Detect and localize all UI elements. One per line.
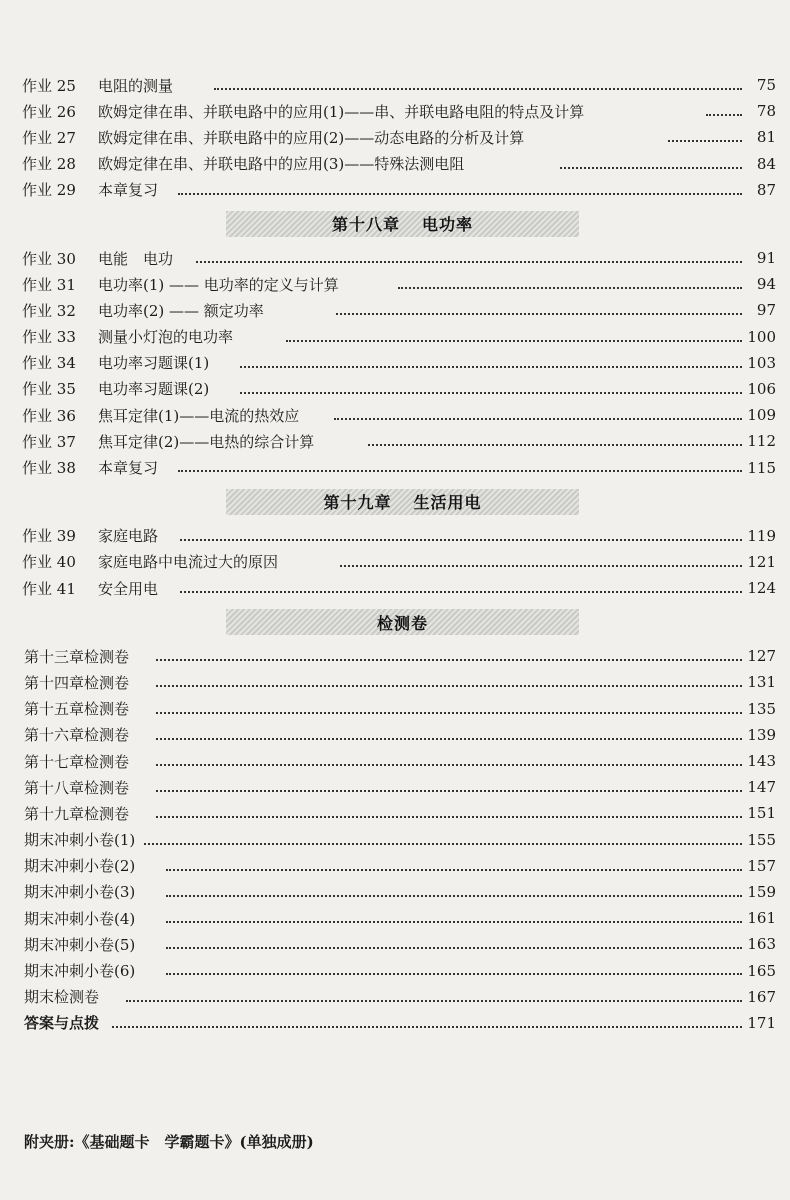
page-number: 109	[747, 406, 776, 425]
entry-title: 期末冲刺小卷(1)	[24, 831, 136, 850]
page-number: 97	[756, 301, 776, 320]
section-homework-25-29	[0, 72, 790, 203]
toc-row[interactable]	[0, 643, 790, 669]
page-number: 157	[747, 856, 776, 875]
entry-title: 第十九章检测卷	[24, 804, 130, 823]
leader-dots	[166, 920, 742, 923]
page-number: 84	[756, 154, 776, 173]
leader-dots	[156, 684, 742, 687]
exams-header	[0, 601, 790, 643]
page-number: 165	[747, 961, 776, 980]
toc-row[interactable]	[0, 297, 790, 323]
homework-label: 作业 34	[22, 354, 76, 373]
entry-title: 电功率习题课(1)	[98, 354, 210, 373]
entry-title: 第十五章检测卷	[24, 700, 130, 719]
entry-title: 第十四章检测卷	[24, 673, 130, 692]
chapter-name: 电功率	[422, 215, 474, 235]
homework-label: 作业 35	[22, 380, 76, 399]
section-homework-39-41	[0, 523, 790, 602]
leader-dots	[340, 564, 742, 567]
toc-row[interactable]	[0, 151, 790, 177]
entry-title: 欧姆定律在串、并联电路中的应用(2)——动态电路的分析及计算	[98, 128, 525, 147]
leader-dots	[156, 815, 742, 818]
appendix-note: 附夹册:《基础题卡 学霸题卡》(单独成册)	[24, 1133, 314, 1151]
entry-title: 电功率(1) —— 电功率的定义与计算	[98, 275, 339, 294]
page-number: 121	[747, 552, 776, 571]
page-number: 147	[747, 778, 776, 797]
page-number: 163	[747, 935, 776, 954]
entry-title: 期末冲刺小卷(2)	[24, 857, 136, 876]
leader-dots	[180, 590, 742, 593]
toc-row[interactable]	[0, 124, 790, 150]
homework-label: 作业 40	[22, 553, 76, 572]
section-homework-30-38	[0, 245, 790, 481]
page-number: 127	[747, 647, 776, 666]
leader-dots	[180, 538, 742, 541]
toc-row[interactable]	[0, 800, 790, 826]
homework-label: 作业 31	[22, 275, 76, 294]
page-number: 151	[747, 804, 776, 823]
entry-title: 安全用电	[98, 579, 159, 598]
page-number: 103	[747, 353, 776, 372]
page-number: 81	[756, 128, 776, 147]
toc-row[interactable]	[0, 402, 790, 428]
toc-row[interactable]	[0, 523, 790, 549]
entry-title: 第十八章检测卷	[24, 778, 130, 797]
page-number: 87	[756, 180, 776, 199]
entry-title: 测量小灯泡的电功率	[98, 328, 234, 347]
toc-row[interactable]	[0, 271, 790, 297]
chapter-number: 第十九章	[323, 493, 392, 513]
entry-title: 本章复习	[98, 181, 159, 200]
entry-title: 电功率(2) —— 额定功率	[98, 301, 264, 320]
leader-dots	[368, 443, 742, 446]
leader-dots	[668, 139, 742, 142]
toc-row[interactable]	[0, 350, 790, 376]
page-number: 91	[756, 249, 776, 268]
leader-dots	[336, 312, 742, 315]
homework-label: 作业 38	[22, 459, 76, 478]
page-number: 94	[756, 275, 776, 294]
toc-row[interactable]	[0, 696, 790, 722]
page-number: 159	[747, 882, 776, 901]
toc-row-answers[interactable]	[0, 1010, 790, 1036]
homework-label: 作业 26	[22, 102, 76, 121]
page-number: 135	[747, 699, 776, 718]
toc-row[interactable]	[0, 428, 790, 454]
chapter-number: 第十八章	[331, 215, 400, 235]
homework-label: 作业 32	[22, 301, 76, 320]
toc-row[interactable]	[0, 669, 790, 695]
entry-title: 欧姆定律在串、并联电路中的应用(3)——特殊法测电阻	[98, 155, 465, 174]
entry-title: 焦耳定律(1)——电流的热效应	[98, 406, 300, 425]
toc-row[interactable]	[0, 853, 790, 879]
entry-title: 焦耳定律(2)——电热的综合计算	[98, 432, 315, 451]
entry-title: 电阻的测量	[98, 76, 174, 95]
chapter-band	[226, 211, 579, 237]
toc-row[interactable]	[0, 827, 790, 853]
page-number: 167	[747, 987, 776, 1006]
toc-row[interactable]	[0, 72, 790, 98]
page-number: 100	[747, 327, 776, 346]
homework-label: 作业 36	[22, 406, 76, 425]
entry-title: 本章复习	[98, 459, 159, 478]
page-number: 112	[747, 432, 776, 451]
homework-label: 作业 39	[22, 527, 76, 546]
toc-row[interactable]	[0, 748, 790, 774]
page-number: 124	[747, 579, 776, 598]
toc-row[interactable]	[0, 575, 790, 601]
page-number: 143	[747, 752, 776, 771]
toc-row[interactable]	[0, 376, 790, 402]
page-number: 119	[747, 526, 776, 545]
leader-dots	[156, 737, 742, 740]
entry-title: 欧姆定律在串、并联电路中的应用(1)——串、并联电路电阻的特点及计算	[98, 102, 585, 121]
leader-dots	[196, 260, 742, 263]
leader-dots	[560, 166, 742, 169]
leader-dots	[240, 365, 742, 368]
leader-dots	[112, 1025, 742, 1028]
toc-row[interactable]	[0, 324, 790, 350]
leader-dots	[144, 842, 742, 845]
entry-title: 电功率习题课(2)	[98, 380, 210, 399]
toc-row[interactable]	[0, 549, 790, 575]
homework-label: 作业 29	[22, 181, 76, 200]
homework-label: 作业 28	[22, 155, 76, 174]
entry-title: 期末冲刺小卷(4)	[24, 909, 136, 928]
entry-title: 第十七章检测卷	[24, 752, 130, 771]
leader-dots	[286, 339, 742, 342]
leader-dots	[240, 391, 742, 394]
table-of-contents	[0, 72, 790, 1036]
entry-title: 第十三章检测卷	[24, 647, 130, 666]
page-number: 155	[747, 830, 776, 849]
toc-row[interactable]	[0, 454, 790, 480]
toc-row[interactable]	[0, 931, 790, 957]
toc-row[interactable]	[0, 98, 790, 124]
toc-row[interactable]	[0, 245, 790, 271]
entry-title: 电能 电功	[98, 249, 174, 268]
homework-label: 作业 25	[22, 76, 76, 95]
leader-dots	[706, 113, 742, 116]
leader-dots	[166, 868, 742, 871]
leader-dots	[156, 658, 742, 661]
leader-dots	[156, 763, 742, 766]
toc-row[interactable]	[0, 774, 790, 800]
toc-row[interactable]	[0, 905, 790, 931]
leader-dots	[156, 711, 742, 714]
leader-dots	[214, 87, 742, 90]
leader-dots	[178, 192, 742, 195]
homework-label: 作业 41	[22, 579, 76, 598]
entry-title: 第十六章检测卷	[24, 726, 130, 745]
entry-title: 家庭电路	[98, 527, 159, 546]
chapter-18-header	[0, 203, 790, 245]
page-number: 161	[747, 909, 776, 928]
entry-title: 期末冲刺小卷(3)	[24, 883, 136, 902]
answers-title: 答案与点拨	[24, 1014, 100, 1033]
entry-title: 期末冲刺小卷(5)	[24, 935, 136, 954]
leader-dots	[166, 894, 742, 897]
exams-band: 检测卷	[226, 609, 579, 635]
leader-dots	[178, 469, 742, 472]
leader-dots	[156, 789, 742, 792]
leader-dots	[166, 972, 742, 975]
page-number: 78	[756, 102, 776, 121]
toc-row[interactable]	[0, 177, 790, 203]
homework-label: 作业 27	[22, 128, 76, 147]
leader-dots	[334, 417, 742, 420]
section-exams	[0, 643, 790, 1036]
page-number: 139	[747, 725, 776, 744]
page-number: 115	[747, 458, 776, 477]
toc-row[interactable]	[0, 722, 790, 748]
toc-row[interactable]	[0, 984, 790, 1010]
homework-label: 作业 37	[22, 432, 76, 451]
page-number: 75	[756, 76, 776, 95]
entry-title: 家庭电路中电流过大的原因	[98, 553, 279, 572]
leader-dots	[398, 286, 742, 289]
toc-row[interactable]	[0, 879, 790, 905]
page-number: 131	[747, 673, 776, 692]
chapter-19-header	[0, 481, 790, 523]
leader-dots	[126, 999, 742, 1002]
entry-title: 期末检测卷	[24, 988, 100, 1007]
homework-label: 作业 30	[22, 249, 76, 268]
toc-row[interactable]	[0, 957, 790, 983]
homework-label: 作业 33	[22, 328, 76, 347]
leader-dots	[166, 946, 742, 949]
chapter-name: 生活用电	[413, 493, 482, 513]
page-number: 171	[747, 1013, 776, 1032]
entry-title: 期末冲刺小卷(6)	[24, 962, 136, 981]
chapter-band	[226, 489, 579, 515]
page-number: 106	[747, 379, 776, 398]
